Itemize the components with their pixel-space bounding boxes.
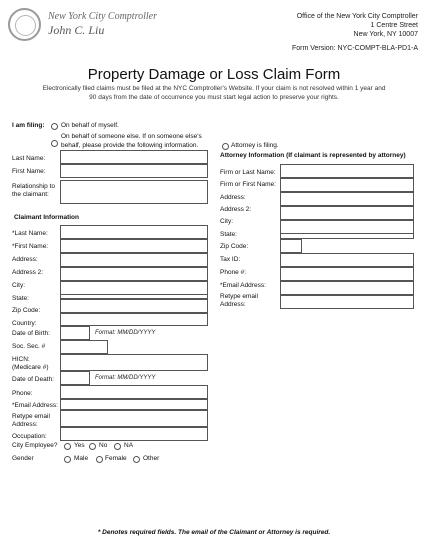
attorney-email-label: *Email Address: [220, 282, 266, 289]
attorney-zip-field[interactable] [280, 239, 302, 253]
attorney-state-label: State: [220, 231, 237, 238]
form-version: Form Version: NYC-COMPT-BLA-PD1-A [291, 45, 418, 52]
address-line: 1 Centre Street [370, 22, 418, 29]
claimant-country-field[interactable] [60, 313, 208, 326]
behalf-last-name-field[interactable] [60, 150, 208, 164]
address-line: New York, NY 10007 [353, 31, 418, 38]
radio-gender-male[interactable] [64, 456, 71, 463]
radio-gender-female[interactable] [96, 456, 103, 463]
radio-employee-na-label: NA [124, 442, 134, 449]
attorney-address2-field[interactable] [280, 206, 414, 220]
attorney-address2-label: Address 2: [220, 206, 252, 213]
attorney-phone-label: Phone #: [220, 269, 247, 276]
claimant-dod-label: Date of Death: [12, 376, 54, 383]
radio-attorney[interactable] [222, 143, 229, 150]
claimant-occupation-field[interactable] [60, 427, 208, 441]
relationship-field[interactable] [60, 180, 208, 204]
org-name: New York City Comptroller [48, 11, 157, 22]
radio-other-label: On behalf of someone else. If on someone else's [61, 133, 202, 140]
relationship-label: Relationship to [12, 183, 55, 190]
nyc-seal-logo [8, 8, 41, 41]
radio-employee-no[interactable] [89, 443, 96, 450]
radio-gender-female-label: Female [105, 455, 127, 462]
comptroller-name: John C. Liu [48, 23, 105, 37]
radio-other[interactable] [51, 140, 58, 147]
claimant-hicn-label: HICN: [12, 356, 30, 363]
dod-format-hint: Format: MM/DD/YYYY [95, 375, 156, 381]
claimant-ssn-field[interactable] [60, 340, 108, 354]
claimant-dod-field[interactable] [60, 371, 90, 385]
claimant-address2-field[interactable] [60, 267, 208, 281]
attorney-retype-label-2: Address: [220, 301, 246, 308]
attorney-heading: Attorney Information (If claimant is represented by attorney) [220, 152, 406, 159]
required-fields-note: * Denotes required fields. The email of the Claimant or Attorney is required. [97, 529, 331, 536]
claimant-city-label: City: [12, 282, 25, 289]
claimant-address2-label: Address 2: [12, 269, 44, 276]
filing-instructions: Electronically filed claims must be filed at the NYC Comptroller's Website. If your claim is not resolved within 1 year and 90 days from the date of occurrence you must start legal action to preserve your rights. [42, 85, 386, 101]
relationship-label-2: the claimant: [12, 191, 49, 198]
claimant-zip-field[interactable] [60, 299, 208, 313]
attorney-address-label: Address: [220, 194, 246, 201]
claimant-first-name-label: *First Name: [12, 243, 49, 250]
radio-other-label-2: behalf, please provide the following information. [61, 142, 199, 149]
attorney-zip-label: Zip Code: [220, 243, 249, 250]
attorney-firm-first-label: Firm or First Name: [220, 181, 276, 188]
attorney-tax-id-field[interactable] [280, 253, 414, 267]
claimant-retype-email-field[interactable] [60, 410, 208, 427]
city-employee-label: City Employee? [12, 442, 58, 449]
radio-employee-na[interactable] [114, 443, 121, 450]
behalf-first-name-field[interactable] [60, 164, 208, 178]
attorney-city-field[interactable] [280, 220, 414, 234]
attorney-retype-label: Retype email [220, 293, 258, 300]
attorney-retype-email-field[interactable] [280, 295, 414, 309]
claimant-zip-label: Zip Code: [12, 307, 41, 314]
radio-gender-male-label: Male [74, 455, 89, 462]
radio-self-label: On behalf of myself. [61, 122, 119, 129]
behalf-last-name-label: Last Name: [12, 155, 46, 162]
claimant-address-label: Address: [12, 256, 38, 263]
claimant-address-field[interactable] [60, 253, 208, 267]
claimant-first-name-field[interactable] [60, 239, 208, 253]
claimant-heading: Claimant Information [14, 214, 80, 221]
dob-format-hint: Format: MM/DD/YYYY [95, 330, 156, 336]
claimant-hicn-field[interactable] [60, 354, 208, 371]
attorney-tax-id-label: Tax ID: [220, 256, 241, 263]
claimant-occupation-label: Occupation: [12, 433, 47, 440]
claimant-retype-label: Retype email [12, 413, 50, 420]
claimant-phone-label: Phone: [12, 390, 33, 397]
claimant-email-field[interactable] [60, 399, 208, 410]
claimant-ssn-label: Soc. Sec. # [12, 343, 46, 350]
radio-employee-yes-label: Yes [74, 442, 85, 449]
page-title: Property Damage or Loss Claim Form [87, 66, 341, 83]
attorney-firm-first-field[interactable] [280, 178, 414, 192]
radio-employee-yes[interactable] [64, 443, 71, 450]
radio-gender-other[interactable] [133, 456, 140, 463]
attorney-phone-field[interactable] [280, 267, 414, 281]
claimant-dob-field[interactable] [60, 326, 90, 340]
claimant-country-label: Country: [12, 320, 37, 327]
attorney-city-label: City: [220, 218, 233, 225]
claimant-phone-field[interactable] [60, 385, 208, 399]
claimant-last-name-field[interactable] [60, 225, 208, 239]
claimant-hicn-label-2: (Medicare #) [12, 364, 49, 371]
attorney-firm-last-field[interactable] [280, 164, 414, 178]
radio-employee-no-label: No [99, 442, 108, 449]
address-line: Office of the New York City Comptroller [296, 13, 418, 20]
radio-attorney-label: Attorney is filing. [231, 142, 279, 149]
claimant-dob-label: Date of Birth: [12, 330, 50, 337]
behalf-first-name-label: First Name: [12, 168, 46, 175]
radio-self[interactable] [51, 123, 58, 130]
attorney-firm-last-label: Firm or Last Name: [220, 169, 276, 176]
attorney-email-field[interactable] [280, 281, 414, 295]
claimant-email-label: *Email Address: [12, 402, 58, 409]
attorney-address-field[interactable] [280, 192, 414, 206]
claimant-last-name-label: *Last Name: [12, 230, 48, 237]
claimant-city-field[interactable] [60, 281, 208, 295]
office-address [297, 12, 418, 39]
gender-label: Gender [12, 455, 34, 462]
filing-label: I am filing: [12, 122, 45, 129]
claimant-state-label: State: [12, 295, 29, 302]
claimant-retype-label-2: Address: [12, 421, 38, 428]
radio-gender-other-label: Other [143, 455, 160, 462]
